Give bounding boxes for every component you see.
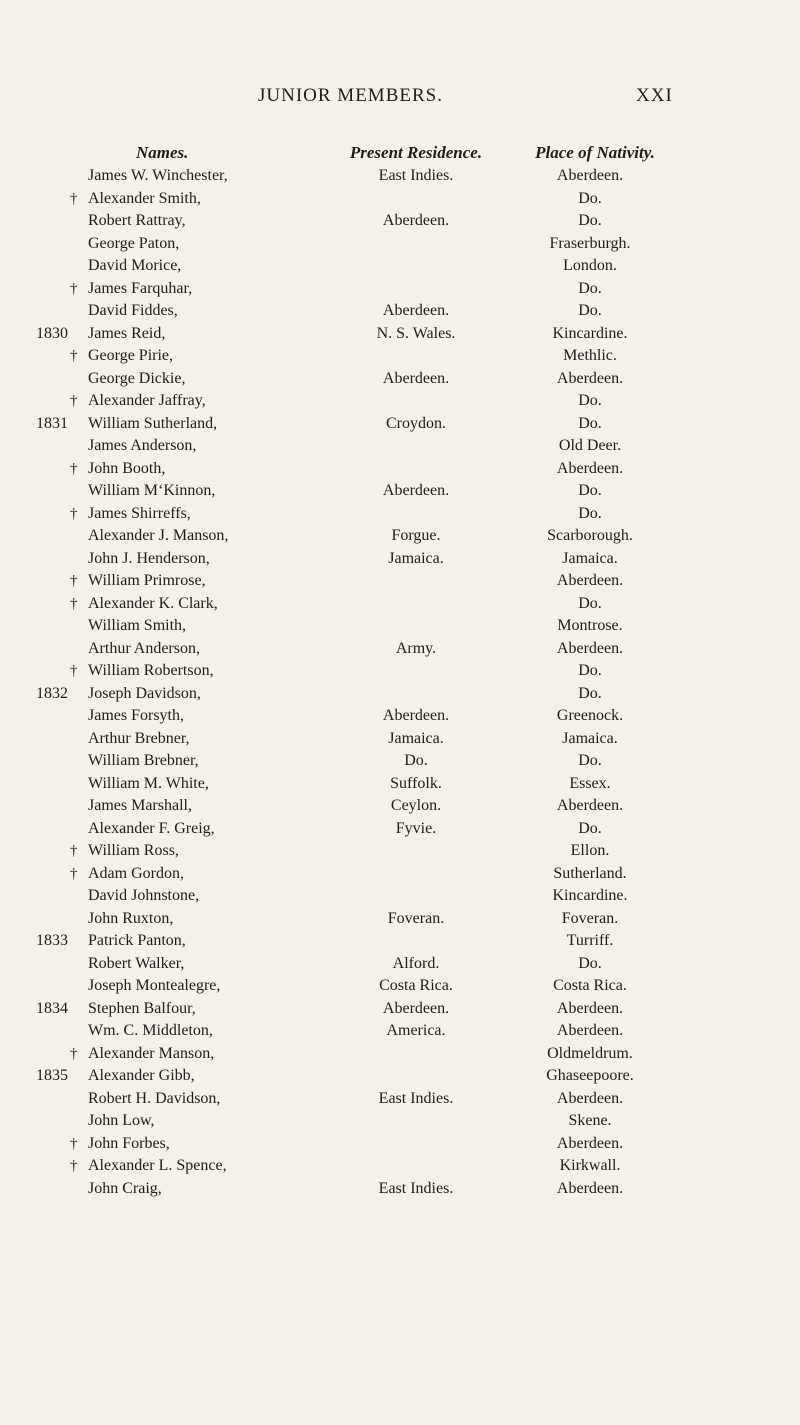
table-row [0, 908, 800, 931]
member-place-of-nativity: Do. [578, 212, 602, 229]
member-residence: Costa Rica. [379, 977, 453, 994]
member-name: James Shirreffs, [88, 504, 191, 522]
table-row [0, 998, 800, 1021]
member-name: James Forsyth, [88, 707, 184, 724]
member-place-of-nativity: London. [563, 257, 617, 274]
table-row [0, 728, 800, 751]
column-headers [0, 143, 800, 165]
member-place-of-nativity: Kirkwall. [559, 1157, 621, 1174]
member-place-of-nativity: Do. [578, 594, 602, 612]
table-row [0, 840, 800, 863]
deceased-dagger-icon: † [70, 280, 78, 297]
member-name: John Forbes, [88, 1134, 170, 1152]
member-place-of-nativity: Turriff. [566, 932, 614, 949]
member-place-of-nativity: Aberdeen. [556, 1179, 624, 1197]
deceased-dagger-icon: † [70, 573, 78, 589]
member-place-of-nativity: Scarborough. [547, 527, 633, 544]
member-name: James W. Winchester, [88, 167, 228, 184]
member-name: William Sutherland, [88, 414, 218, 432]
member-place-of-nativity: Aberdeen. [556, 167, 624, 184]
column-header-residence: Present Residence. [349, 143, 483, 162]
deceased-dagger-icon: † [70, 843, 78, 859]
table-row [0, 1065, 800, 1088]
table-row [0, 818, 800, 841]
member-residence: Fyvie. [395, 819, 437, 837]
member-place-of-nativity: Do. [578, 684, 602, 702]
member-name: Joseph Davidson, [88, 684, 201, 702]
deceased-dagger-icon: † [70, 1158, 78, 1174]
column-header-names: Names. [136, 143, 189, 162]
table-row [0, 188, 800, 211]
member-residence: Alford. [392, 954, 440, 972]
members-list [0, 165, 800, 1200]
deceased-dagger-icon: † [70, 190, 78, 207]
member-name: John Ruxton, [88, 909, 174, 927]
table-row [0, 525, 800, 548]
member-name: James Anderson, [88, 437, 197, 454]
deceased-dagger-icon: † [70, 348, 78, 364]
member-residence: Aberdeen. [382, 212, 450, 229]
deceased-dagger-icon: † [70, 865, 78, 882]
table-row [0, 1043, 800, 1066]
member-name: William Ross, [88, 842, 179, 859]
member-name: John Booth, [88, 459, 166, 477]
table-row [0, 300, 800, 323]
member-name: Robert Walker, [88, 954, 185, 972]
member-place-of-nativity: Do. [578, 752, 602, 769]
member-place-of-nativity: Jamaica. [562, 549, 618, 567]
member-place-of-nativity: Old Deer. [558, 437, 622, 454]
member-residence: East Indies. [378, 1089, 454, 1107]
member-residence: Jamaica. [388, 729, 444, 747]
column-header-place: Place of Nativity. [535, 143, 655, 162]
member-name: George Dickie, [88, 369, 186, 387]
member-name: William M. White, [88, 774, 209, 792]
table-row [0, 458, 800, 481]
table-row [0, 1133, 800, 1156]
member-place-of-nativity: Do. [578, 482, 602, 499]
member-residence: Foveran. [387, 909, 445, 927]
member-residence: Aberdeen. [382, 999, 450, 1017]
table-row [0, 345, 800, 368]
member-place-of-nativity: Do. [578, 414, 602, 432]
member-residence: East Indies. [378, 167, 454, 184]
table-row [0, 660, 800, 683]
member-place-of-nativity: Ghaseepoore. [546, 1067, 634, 1084]
table-row [0, 413, 800, 436]
table-row [0, 435, 800, 458]
member-residence: Aberdeen. [382, 369, 450, 387]
table-row [0, 975, 800, 998]
member-name: William Robertson, [88, 662, 214, 679]
row-year: 1834 [36, 999, 68, 1017]
member-residence: Aberdeen. [382, 707, 450, 724]
table-row [0, 1088, 800, 1111]
member-place-of-nativity: Do. [578, 392, 602, 409]
member-name: Alexander Jaffray, [88, 392, 206, 409]
member-residence: East Indies. [378, 1179, 454, 1197]
member-name: Arthur Anderson, [88, 639, 200, 657]
member-name: Alexander J. Manson, [88, 527, 229, 544]
table-row [0, 1178, 800, 1201]
member-residence: Suffolk. [390, 774, 442, 792]
table-row [0, 773, 800, 796]
table-row [0, 953, 800, 976]
member-residence: Aberdeen. [382, 302, 450, 319]
member-name: David Fiddes, [88, 302, 178, 319]
member-place-of-nativity: Ellon. [570, 842, 610, 859]
member-place-of-nativity: Aberdeen. [556, 1134, 624, 1152]
member-place-of-nativity: Costa Rica. [553, 977, 627, 994]
member-name: John Craig, [88, 1179, 162, 1197]
member-place-of-nativity: Aberdeen. [556, 369, 624, 387]
member-name: George Pirie, [88, 347, 174, 364]
member-name: John Low, [88, 1112, 155, 1129]
table-row [0, 390, 800, 413]
table-row [0, 368, 800, 391]
row-year: 1832 [36, 684, 68, 702]
member-residence: Croydon. [386, 414, 446, 432]
member-place-of-nativity: Do. [578, 819, 602, 837]
table-row [0, 210, 800, 233]
member-place-of-nativity: Aberdeen. [556, 459, 624, 477]
table-row [0, 885, 800, 908]
table-row [0, 1110, 800, 1133]
table-row [0, 593, 800, 616]
member-place-of-nativity: Fraserburgh. [549, 234, 631, 252]
table-row [0, 165, 800, 188]
table-row [0, 750, 800, 773]
member-residence: Ceylon. [390, 797, 442, 814]
member-name: John J. Henderson, [88, 549, 210, 567]
member-name: Alexander Smith, [88, 189, 201, 207]
table-row [0, 548, 800, 571]
member-place-of-nativity: Do. [578, 302, 602, 319]
member-name: Alexander Manson, [88, 1044, 215, 1062]
table-row [0, 615, 800, 638]
deceased-dagger-icon: † [70, 460, 78, 477]
table-row [0, 863, 800, 886]
member-place-of-nativity: Aberdeen. [556, 572, 624, 589]
member-name: Alexander Gibb, [88, 1067, 195, 1084]
table-row [0, 795, 800, 818]
running-header [0, 85, 800, 111]
deceased-dagger-icon: † [70, 505, 78, 522]
deceased-dagger-icon: † [70, 595, 78, 612]
member-place-of-nativity: Aberdeen. [556, 797, 624, 814]
member-name: George Paton, [88, 234, 180, 252]
deceased-dagger-icon: † [70, 1135, 78, 1152]
table-row [0, 323, 800, 346]
member-name: William Primrose, [88, 572, 206, 589]
member-place-of-nativity: Sutherland. [553, 864, 627, 882]
member-place-of-nativity: Kincardine. [552, 887, 628, 904]
deceased-dagger-icon: † [70, 1045, 78, 1062]
member-name: William Smith, [88, 617, 187, 634]
table-row [0, 705, 800, 728]
table-row [0, 570, 800, 593]
member-name: Patrick Panton, [88, 932, 186, 949]
member-name: Alexander L. Spence, [88, 1157, 227, 1174]
row-year: 1833 [36, 932, 68, 949]
member-residence: Aberdeen. [382, 482, 450, 499]
member-place-of-nativity: Montrose. [557, 617, 623, 634]
table-row [0, 255, 800, 278]
member-name: Stephen Balfour, [88, 999, 196, 1017]
member-residence: N. S. Wales. [376, 324, 456, 342]
member-name: Alexander F. Greig, [88, 819, 215, 837]
member-place-of-nativity: Do. [578, 279, 602, 297]
row-year: 1835 [36, 1067, 68, 1084]
table-row [0, 683, 800, 706]
member-place-of-nativity: Skene. [568, 1112, 612, 1129]
member-place-of-nativity: Oldmeldrum. [547, 1044, 633, 1062]
member-place-of-nativity: Do. [578, 662, 602, 679]
member-name: David Johnstone, [88, 887, 200, 904]
member-name: Robert Rattray, [88, 212, 186, 229]
table-row [0, 638, 800, 661]
member-place-of-nativity: Greenock. [556, 707, 624, 724]
table-row [0, 503, 800, 526]
member-name: Wm. C. Middleton, [88, 1022, 213, 1039]
table-row [0, 480, 800, 503]
member-place-of-nativity: Kincardine. [552, 324, 628, 342]
table-row [0, 1020, 800, 1043]
member-name: William Brebner, [88, 752, 199, 769]
row-year: 1831 [36, 414, 68, 432]
row-year: 1830 [36, 324, 68, 342]
member-name: James Reid, [88, 324, 166, 342]
member-name: Alexander K. Clark, [88, 594, 218, 612]
member-name: Joseph Montealegre, [88, 977, 221, 994]
member-name: Robert H. Davidson, [88, 1089, 221, 1107]
member-name: William M‘Kinnon, [88, 482, 216, 499]
member-place-of-nativity: Do. [578, 504, 602, 522]
member-residence: Army. [395, 639, 437, 657]
table-row [0, 930, 800, 953]
page-title: JUNIOR MEMBERS. [258, 85, 443, 106]
member-place-of-nativity: Do. [578, 954, 602, 972]
member-place-of-nativity: Foveran. [561, 909, 619, 927]
member-name: David Morice, [88, 257, 182, 274]
member-place-of-nativity: Do. [578, 189, 602, 207]
member-place-of-nativity: Jamaica. [562, 729, 618, 747]
member-place-of-nativity: Aberdeen. [556, 639, 624, 657]
member-place-of-nativity: Essex. [569, 774, 611, 792]
member-name: Arthur Brebner, [88, 729, 190, 747]
member-name: Adam Gordon, [88, 864, 184, 882]
member-place-of-nativity: Aberdeen. [556, 999, 624, 1017]
member-name: James Farquhar, [88, 279, 193, 297]
member-residence: Do. [404, 752, 428, 769]
member-name: James Marshall, [88, 797, 192, 814]
member-place-of-nativity: Aberdeen. [556, 1022, 624, 1039]
page-number: XXI [636, 85, 673, 106]
table-row [0, 278, 800, 301]
table-row [0, 1155, 800, 1178]
table-row [0, 233, 800, 256]
deceased-dagger-icon: † [70, 393, 78, 409]
member-residence: Jamaica. [388, 549, 444, 567]
deceased-dagger-icon: † [70, 663, 78, 679]
member-place-of-nativity: Aberdeen. [556, 1089, 624, 1107]
member-place-of-nativity: Methlic. [563, 347, 617, 364]
member-residence: America. [386, 1022, 446, 1039]
member-residence: Forgue. [391, 527, 441, 544]
